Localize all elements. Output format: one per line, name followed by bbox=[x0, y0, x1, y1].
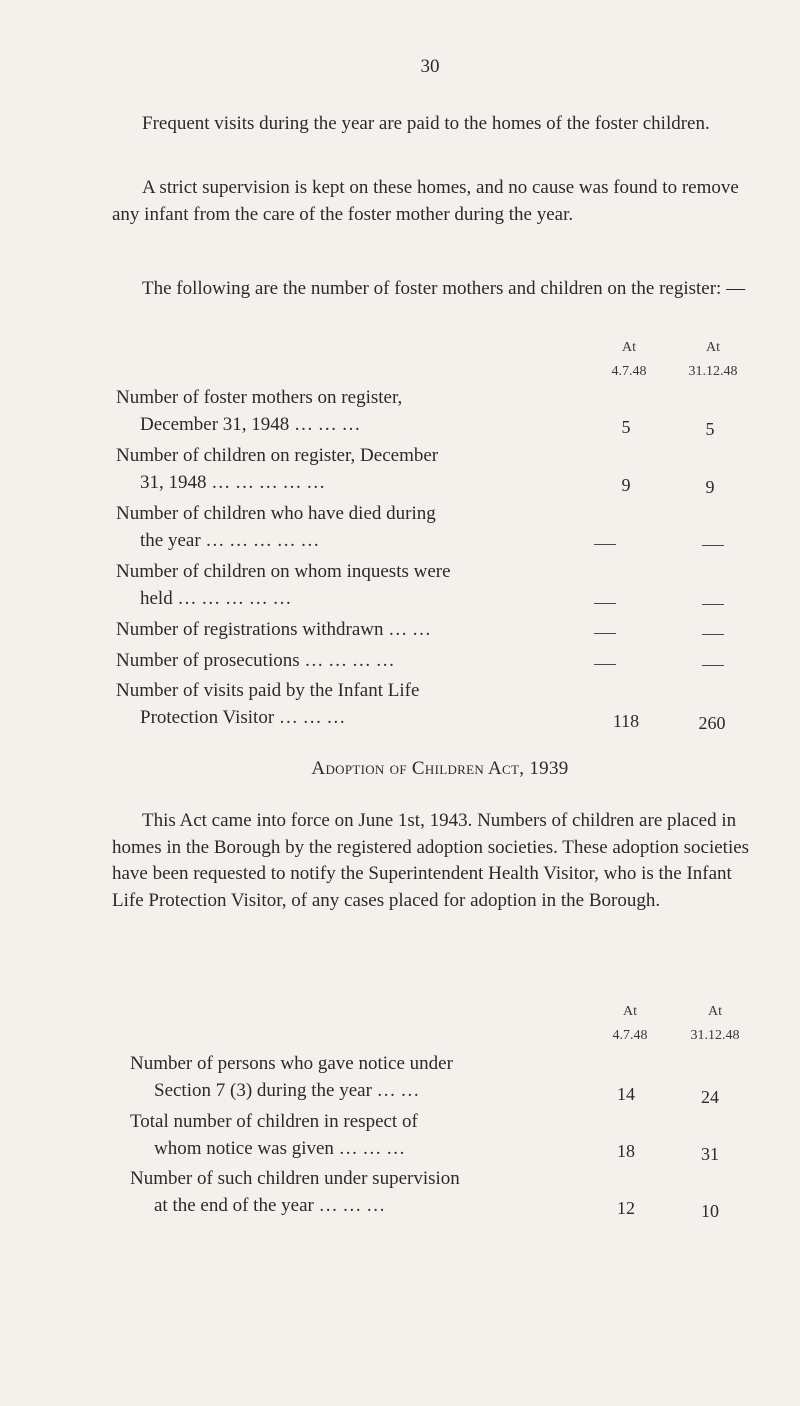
table1-row1-value-1: 5 bbox=[621, 417, 631, 437]
table2-row2-value-2: 31 bbox=[701, 1144, 719, 1164]
table1-row3-value-1 bbox=[594, 544, 616, 545]
table1-row7-value-1: 118 bbox=[612, 711, 640, 731]
table1-col-header-1: At 4.7.48 bbox=[611, 340, 647, 379]
table1-col-header-2: At 31.12.48 bbox=[688, 340, 738, 379]
table2-row3-value-2: 10 bbox=[701, 1201, 719, 1221]
table2-row1-value-1: 14 bbox=[617, 1084, 635, 1104]
table1-row2-value-1: 9 bbox=[621, 475, 631, 495]
document-page: 30 Frequent visits during the year are paid to the homes of the foster children. A strict supervision is kept on these homes, and no cause was found to remove any infant from the care of the foster mother during the year. The following are the number of foster mothers and children on the register: — At 4.7.48 At 31.12.48 Number of foster mothers on register, December 31, 1948 … … … 5 5 Number of children on register, December 31, 1948 … … … … … 9 9 Number of children who have died during the year … … … … … Number of children on whom inquests were held … … … … … Number of registrations withdrawn … … Number of prosecutions … … … … Number of visits paid by the Infant Life Protection Visitor … … … 118 260 Adoption of Children Act, 1939 This Act came into force on June 1st, 1943. Numbers of children are placed in homes in the Borough by the registered adoption societies. These adoption societies have been requested to notify the Superintendent Health Visitor, who is the Infant Life Protection Visitor, of any cases placed for adoption in the Borough. At 4.7.48 At 31.12.48 Number of persons who gave notice under Section 7 (3) during the year … … 14 24 Total number of children in respect of whom notice was given … … … 18 31 Number of such children under supervision at the end of the year … … … 12 10 bbox=[0, 0, 800, 1406]
table2-row3-value-1: 12 bbox=[617, 1198, 635, 1218]
table1-row4-value-2 bbox=[702, 604, 724, 605]
table2-col-header-2: At 31.12.48 bbox=[690, 1004, 740, 1043]
paragraph-supervision: A strict supervision is kept on these homes, and no cause was found to remove any infant from the care of the foster mother during the year. bbox=[112, 177, 739, 225]
table1-row5-value-1 bbox=[594, 633, 616, 634]
table1-row2-value-2: 9 bbox=[705, 477, 715, 497]
table1-row3-value-2 bbox=[702, 545, 724, 546]
table1-row5-value-2 bbox=[702, 634, 724, 635]
table1-row6-value-1 bbox=[594, 664, 616, 665]
paragraph-visits: Frequent visits during the year are paid to the homes of the foster children. bbox=[142, 113, 710, 134]
section-heading: Adoption of Children Act, 1939 bbox=[311, 758, 569, 779]
page-number: 30 bbox=[420, 56, 440, 77]
table1-row4-value-1 bbox=[594, 603, 616, 604]
table1-row6-value-2 bbox=[702, 665, 724, 666]
paragraph-register-intro: The following are the number of foster mothers and children on the register: — bbox=[142, 278, 746, 299]
table1-row7-value-2: 260 bbox=[698, 713, 726, 733]
table2-col-header-1: At 4.7.48 bbox=[612, 1004, 648, 1043]
table2-row1-value-2: 24 bbox=[701, 1087, 719, 1107]
paragraph-adoption: This Act came into force on June 1st, 1943. Numbers of children are placed in homes in the Borough by the registered adoption societies. These adoption societies have been requested to notify the Superintendent Health Visitor, who is the Infant Life Protection Visitor, of any cases placed for adoption in the Borough. bbox=[112, 810, 750, 911]
table2-row2-value-1: 18 bbox=[617, 1141, 635, 1161]
table1-row1-value-2: 5 bbox=[705, 419, 715, 439]
